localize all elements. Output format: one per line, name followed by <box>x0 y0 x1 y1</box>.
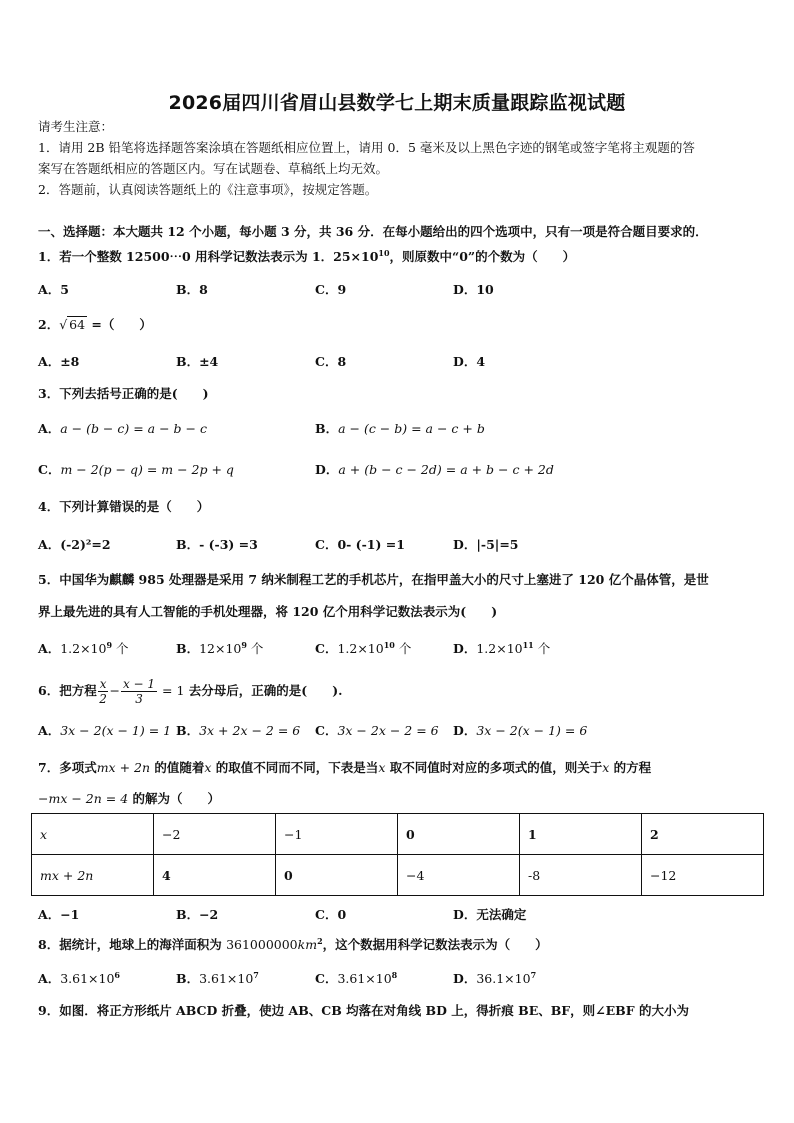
q6-fraction-1 <box>98 677 109 706</box>
table-cell: 1 <box>520 814 642 855</box>
table-cell: 2 <box>642 814 764 855</box>
q5-exp-d: 11 <box>522 639 534 650</box>
question-2-stem <box>38 316 152 334</box>
q7-text-a: 7．多项式 <box>38 760 97 775</box>
q4-option-d: D．|-5|=5 <box>453 537 519 552</box>
q6-prefix: 6．把方程 <box>38 683 97 698</box>
q6-option-b <box>176 722 300 740</box>
q8-exp-d: 7 <box>530 969 537 980</box>
q5-unit-c: 个 <box>394 641 412 656</box>
q6-frac2-num: x − 1 <box>122 677 156 691</box>
table-cell: 4 <box>154 855 276 896</box>
q8-base-d: 36.1×10 <box>476 971 531 986</box>
q7-text-d: 取不同值时对应的多项式的值，则关于 <box>385 760 603 775</box>
q8-label-a: A． <box>38 971 61 986</box>
notice-heading: 请考生注意： <box>38 119 114 134</box>
question-3-stem: 3．下列去括号正确的是( ) <box>38 386 209 401</box>
q5-base-d: 1.2×10 <box>476 641 523 656</box>
question-1-stem <box>38 248 575 266</box>
q5-unit-b: 个 <box>246 641 264 656</box>
q8-label-b: B． <box>176 971 200 986</box>
q6-suffix: 去分母后，正确的是( ). <box>184 683 343 698</box>
sqrt-expression: √ 64 <box>59 317 86 332</box>
q1-exponent: 10 <box>378 247 390 258</box>
table-cell: x <box>32 814 154 855</box>
q6-fraction-2 <box>121 677 157 706</box>
q1-stem-b: ，则原数中“0”的个数为（ ） <box>389 249 576 264</box>
q3-label-b: B． <box>315 421 339 436</box>
q8-option-c <box>315 970 397 988</box>
q1-stem-a: 1．若一个整数 12500⋯0 用科学记数法表示为 1．25×10 <box>38 249 379 264</box>
table-cell: −1 <box>276 814 398 855</box>
q8-option-b <box>176 970 259 988</box>
q8-option-d <box>453 970 536 988</box>
q5-option-a <box>38 640 129 658</box>
q8-unit-exp: 2 <box>317 935 323 946</box>
q7-text-b: 的值随着 <box>150 760 205 775</box>
notice-line-1b: 案写在答题纸相应的答题区内。写在试题卷、草稿纸上均无效。 <box>38 161 389 176</box>
q7-text-f: 的解为（ ） <box>128 791 221 806</box>
q4-option-a: A．(-2)²=2 <box>38 537 111 552</box>
q7-equation: −mx − 2n = 4 <box>38 791 129 806</box>
q8-text-a: 8．据统计，地球上的海洋面积为 <box>38 937 227 952</box>
q5-label-b: B． <box>176 641 200 656</box>
table-row <box>32 814 764 855</box>
question-8-stem <box>38 936 548 954</box>
q2-option-b: B．±4 <box>176 354 219 369</box>
q8-exp-b: 7 <box>253 969 259 980</box>
table-row <box>32 855 764 896</box>
q3-option-a <box>38 420 207 438</box>
q6-expr-c: 3x − 2x − 2 = 6 <box>337 723 439 738</box>
q8-label-c: C． <box>315 971 338 986</box>
question-6-stem <box>38 676 342 706</box>
q7-option-c: C．0 <box>315 907 347 922</box>
q3-expr-c: m − 2(p − q) = m − 2p + q <box>60 462 234 477</box>
q7-text-c: 的取值不同而不同，下表是当 <box>211 760 379 775</box>
table-cell: −12 <box>642 855 764 896</box>
q7-polynomial: mx + 2n <box>96 760 151 775</box>
q8-label-d: D． <box>453 971 477 986</box>
q8-unit: km <box>297 937 318 952</box>
q2-option-d: D．4 <box>453 354 486 369</box>
q7-var-1: x <box>204 760 212 775</box>
q7-var-2: x <box>378 760 386 775</box>
q8-exp-a: 6 <box>114 969 120 980</box>
q6-frac2-den: 3 <box>135 692 143 706</box>
q6-expr-d: 3x − 2(x − 1) = 6 <box>476 723 588 738</box>
q3-option-b <box>315 420 485 438</box>
q5-exp-a: 9 <box>106 639 113 650</box>
q5-base-c: 1.2×10 <box>337 641 384 656</box>
q2-radicand: 64 <box>69 317 86 332</box>
q3-option-c <box>38 461 234 479</box>
q8-base-a: 3.61×10 <box>60 971 115 986</box>
q5-label-d: D． <box>453 641 477 656</box>
q6-frac1-num: x <box>99 677 107 691</box>
q3-expr-d: a + (b − c − 2d) = a + b − c + 2d <box>338 462 554 477</box>
q6-option-d <box>453 722 587 740</box>
q1-option-d: D．10 <box>453 282 494 297</box>
q8-value: 361000000 <box>226 937 298 952</box>
question-9-stem: 9．如图．将正方形纸片 ABCD 折叠，使边 AB、CB 均落在对角线 BD 上，得折痕 BE、BF，则∠EBF 的大小为 <box>38 1003 689 1018</box>
table-cell: -8 <box>520 855 642 896</box>
q8-exp-c: 8 <box>391 969 398 980</box>
q3-option-d <box>315 461 554 479</box>
q3-label-a: A． <box>38 421 61 436</box>
q3-label-c: C． <box>38 462 61 477</box>
notice-line-1a: 1．请用 2B 铅笔将选择题答案涂填在答题纸相应位置上，请用 0．5 毫米及以上黑色字迹的钢笔或签字笔将主观题的答 <box>38 140 695 155</box>
q5-unit-a: 个 <box>112 641 129 656</box>
q7-option-a: A．−1 <box>38 907 80 922</box>
q6-label-d: D． <box>453 723 477 738</box>
q6-frac1-den: 2 <box>99 692 107 706</box>
table-cell: mx + 2n <box>32 855 154 896</box>
table-cell: −4 <box>398 855 520 896</box>
page-title: 2026届四川省眉山县数学七上期末质量跟踪监视试题 <box>168 92 626 114</box>
section-heading: 一、选择题：本大题共 12 个小题，每小题 3 分，共 36 分．在每小题给出的四个选项中，只有一项是符合题目要求的． <box>38 224 708 239</box>
q2-number: 2． <box>38 317 60 332</box>
q1-option-a: A．5 <box>38 282 69 297</box>
question-5-line-1: 5．中国华为麒麟 985 处理器是采用 7 纳米制程工艺的手机芯片，在指甲盖大小的尺寸上塞进了 120 亿个晶体管，是世 <box>38 572 709 587</box>
notice-line-2: 2．答题前，认真阅读答题纸上的《注意事项》，按规定答题。 <box>38 182 378 197</box>
q5-base-b: 12×10 <box>199 641 242 656</box>
q7-option-d: D．无法确定 <box>453 907 527 922</box>
question-7-line-1 <box>38 759 651 777</box>
q5-unit-d: 个 <box>533 641 551 656</box>
q3-expr-a: a − (b − c) = a − b − c <box>60 421 207 436</box>
q4-option-b: B．- (-3) =3 <box>176 537 258 552</box>
q5-label-a: A． <box>38 641 61 656</box>
question-7-line-2 <box>38 790 220 808</box>
question-4-stem: 4．下列计算错误的是（ ） <box>38 499 210 514</box>
q6-expr-b: 3x + 2x − 2 = 6 <box>199 723 301 738</box>
q8-option-a <box>38 970 120 988</box>
q3-label-d: D． <box>315 462 339 477</box>
q5-label-c: C． <box>315 641 338 656</box>
q6-expr-a: 3x − 2(x − 1) = 1 <box>60 723 172 738</box>
q2-tail: =（ ） <box>87 317 152 332</box>
q5-exp-b: 9 <box>241 639 247 650</box>
q8-base-b: 3.61×10 <box>199 971 254 986</box>
q3-expr-b: a − (c − b) = a − c + b <box>338 421 485 436</box>
q2-option-a: A．±8 <box>38 354 80 369</box>
q6-equals: = 1 <box>158 683 185 698</box>
q5-option-d <box>453 640 550 658</box>
q6-option-a <box>38 722 171 740</box>
table-cell: −2 <box>154 814 276 855</box>
q7-text-e: 的方程 <box>609 760 652 775</box>
q5-base-a: 1.2×10 <box>60 641 107 656</box>
q6-label-c: C． <box>315 723 338 738</box>
table-cell: 0 <box>398 814 520 855</box>
table-cell: 0 <box>276 855 398 896</box>
q1-option-c: C．9 <box>315 282 347 297</box>
q7-var-3: x <box>602 760 610 775</box>
q6-label-b: B． <box>176 723 200 738</box>
q8-text-b: ，这个数据用科学记数法表示为（ ） <box>322 937 548 952</box>
q6-option-c <box>315 722 439 740</box>
value-table <box>31 813 764 896</box>
q5-option-c <box>315 640 411 658</box>
q2-option-c: C．8 <box>315 354 347 369</box>
q6-minus: − <box>109 683 120 698</box>
q1-option-b: B．8 <box>176 282 208 297</box>
q6-label-a: A． <box>38 723 61 738</box>
question-5-line-2: 界上最先进的具有人工智能的手机处理器，将 120 亿个用科学记数法表示为( ) <box>38 604 498 619</box>
q4-option-c: C．0- (-1) =1 <box>315 537 405 552</box>
q5-option-b <box>176 640 263 658</box>
q5-exp-c: 10 <box>383 639 395 650</box>
q7-option-b: B．−2 <box>176 907 219 922</box>
q8-base-c: 3.61×10 <box>337 971 392 986</box>
